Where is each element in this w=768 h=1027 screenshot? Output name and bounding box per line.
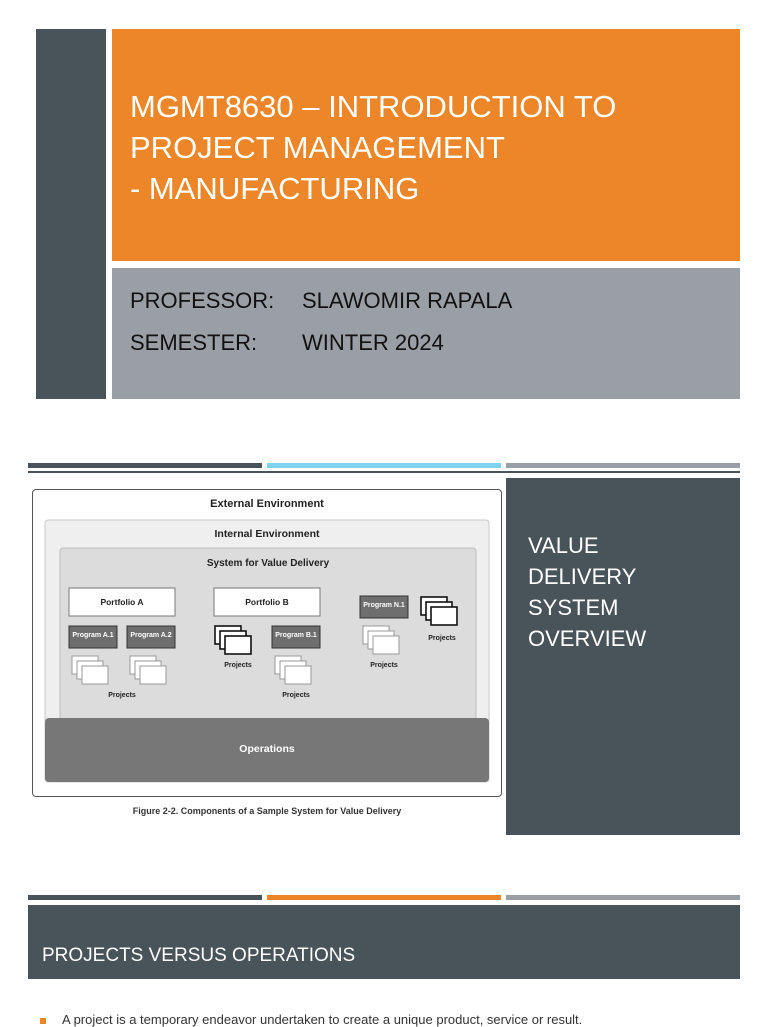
slide1-side-bar xyxy=(36,29,106,399)
portfolio-b-label: Portfolio B xyxy=(245,597,289,607)
projects-stack-b xyxy=(215,626,251,654)
operations-label: Operations xyxy=(239,743,295,755)
bullet-icon xyxy=(40,1018,46,1024)
semester-value: WINTER 2024 xyxy=(302,330,444,355)
figure-caption: Figure 2-2. Components of a Sample System for Value Delivery xyxy=(132,806,402,816)
slide3-stripe-2 xyxy=(267,895,501,900)
system-value-delivery-label: System for Value Delivery xyxy=(206,558,330,569)
slide3-stripe-1 xyxy=(28,895,262,900)
internal-environment-label: Internal Environment xyxy=(214,528,320,540)
projects-label-n1: Projects xyxy=(370,662,398,669)
projects-label-b1: Projects xyxy=(282,692,310,699)
professor-label: PROFESSOR: xyxy=(130,288,275,313)
projects-label-n: Projects xyxy=(428,635,456,642)
semester-row xyxy=(130,330,444,356)
system-box xyxy=(60,548,476,728)
slide2-stripe-1 xyxy=(28,463,262,468)
slide3-header-panel xyxy=(28,905,740,979)
program-n1-label: Program N.1 xyxy=(363,602,405,609)
slide2-stripe-2 xyxy=(267,463,501,468)
slide2-stripe-3 xyxy=(506,463,740,468)
projects-stack-n xyxy=(421,597,457,625)
program-b1-label: Program B.1 xyxy=(275,632,317,639)
external-environment-label: External Environment xyxy=(210,498,324,510)
slide3-stripe-3 xyxy=(506,895,740,900)
program-a2-label: Program A.2 xyxy=(130,632,172,639)
slide3-header-title: PROJECTS VERSUS OPERATIONS xyxy=(42,945,356,966)
slide2-side-title: VALUE DELIVERY SYSTEM OVERVIEW xyxy=(528,533,647,651)
projects-label-a: Projects xyxy=(108,692,136,699)
slide1-title: MGMT8630 – INTRODUCTION TO PROJECT MANAGEMENT - MANUFACTURING xyxy=(130,89,617,206)
value-delivery-figure xyxy=(32,489,502,797)
slide3-bullet-text: A project is a temporary endeavor undertaken to create a unique product, service or result. xyxy=(62,1012,583,1027)
program-a1-label: Program A.1 xyxy=(72,632,114,639)
portfolio-a-label: Portfolio A xyxy=(100,597,144,607)
slide2-rule xyxy=(28,471,740,473)
professor-value: SLAWOMIR RAPALA xyxy=(302,288,513,313)
semester-label: SEMESTER: xyxy=(130,330,258,355)
projects-label-b: Projects xyxy=(224,662,252,669)
professor-row xyxy=(130,288,513,314)
